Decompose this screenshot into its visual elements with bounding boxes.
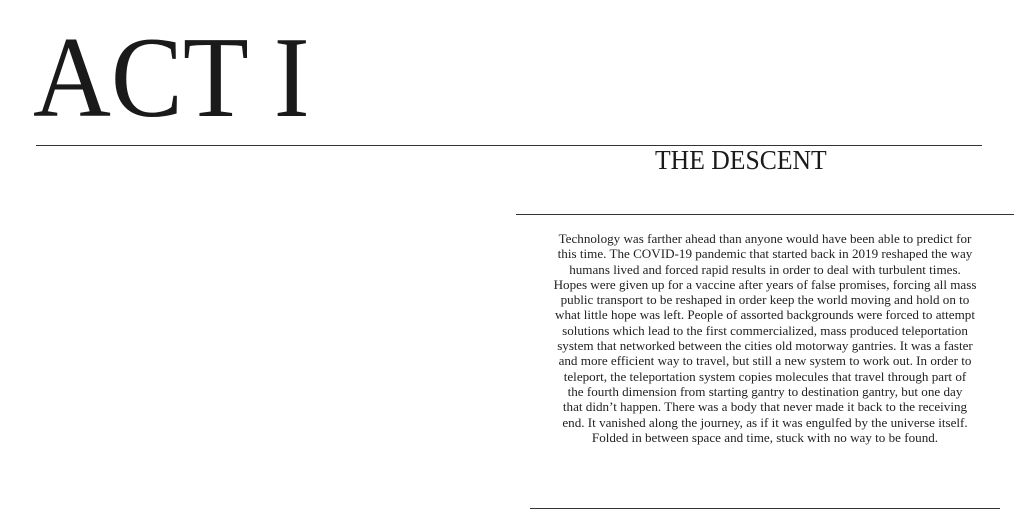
subtitle-divider xyxy=(516,214,1014,215)
body-line: Technology was farther ahead than anyone would have been able to predict for xyxy=(558,231,972,246)
body-line: that didn’t happen. There was a body that never made it back to the receiving xyxy=(562,399,968,415)
body-line: end. It vanished along the journey, as if it was engulfed by the universe itself. xyxy=(562,414,968,430)
body-line: the fourth dimension from starting gantry to destination gantry, but one day xyxy=(567,383,963,399)
body-line: Hopes were given up for a vaccine after years of false promises, forcing all mass xyxy=(553,276,977,292)
body-line: humans lived and forced rapid results in order to deal with turbulent times. xyxy=(569,261,961,277)
body-line: this time. The COVID-19 pandemic that started back in 2019 reshaped the way xyxy=(557,246,973,262)
bottom-divider xyxy=(530,508,1000,509)
body-line: teleport, the teleportation system copies molecules that travel through part of xyxy=(563,368,967,384)
body-line: system that networked between the cities old motorway gantries. It was a faster xyxy=(557,338,973,354)
body-line: Folded in between space and time, stuck with no way to be found. xyxy=(591,429,939,445)
body-paragraph xyxy=(530,231,1000,445)
body-line: public transport to be reshaped in order keep the world moving and hold on to xyxy=(560,292,970,308)
body-line: solutions which lead to the first commercialized, mass produced teleportation xyxy=(562,322,968,338)
chapter-subtitle: THE DESCENT xyxy=(655,145,827,175)
body-line: what little hope was left. People of assorted backgrounds were forced to attempt xyxy=(555,307,975,323)
top-divider xyxy=(36,145,982,146)
act-title: ACT I xyxy=(33,14,310,142)
body-line: and more efficient way to travel, but still a new system to work out. In order to xyxy=(558,353,972,369)
